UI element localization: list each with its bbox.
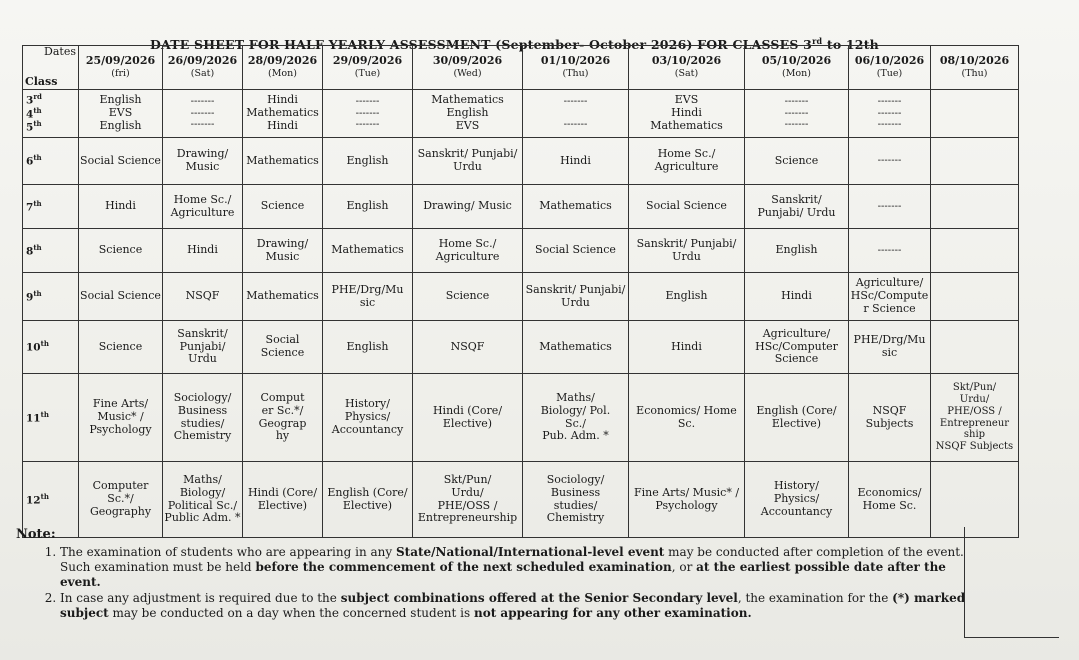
class-number-text: 10 — [26, 341, 41, 354]
subject-cell: Mathematics — [523, 321, 629, 374]
exam-date: 03/10/2026 — [651, 54, 722, 68]
note-emphasis: subject combinations offered at the Senior Secondary level — [340, 591, 738, 606]
subject-cell: English (Core/ Elective) — [323, 462, 413, 538]
class-suffix: th — [40, 339, 49, 349]
right-box-border — [964, 527, 1059, 638]
exam-day: (Thu) — [961, 68, 988, 80]
subject-cell: Sanskrit/ Punjabi/ Urdu — [523, 273, 629, 321]
class-number-text: 6 — [26, 155, 34, 168]
date-sheet-table — [22, 45, 1019, 538]
subject-cell: Mathematics English EVS — [413, 90, 523, 138]
note-item — [60, 591, 966, 621]
subject-cell: Fine Arts/ Music* / Psychology — [79, 374, 163, 462]
notes-section — [16, 527, 966, 622]
subject-cell: Science — [79, 321, 163, 374]
subject-cell: Economics/ Home Sc. — [849, 462, 931, 538]
subject-cell: Mathematics — [523, 185, 629, 229]
subject-cell: EVS Hindi Mathematics — [629, 90, 745, 138]
class-number — [26, 154, 77, 168]
subject-cell: NSQF Subjects — [849, 374, 931, 462]
subject-cell: Social Science — [79, 273, 163, 321]
subject-cell: Sanskrit/ Punjabi/ Urdu — [745, 185, 849, 229]
subject-cell: Sanskrit/ Punjabi/ Urdu — [163, 321, 243, 374]
subject-cell: ------- — [849, 229, 931, 273]
class-number — [26, 493, 77, 507]
class-number — [26, 244, 77, 258]
subject-cell: ------- ------- ------- — [323, 90, 413, 138]
class-suffix: th — [33, 153, 42, 163]
subject-cell: ------- — [849, 185, 931, 229]
subject-cell: ------- ------- — [523, 90, 629, 138]
subject-cell: English — [323, 185, 413, 229]
class-suffix: th — [33, 242, 42, 252]
subject-cell: Hindi — [523, 138, 629, 185]
subject-cell: ------- ------- ------- — [745, 90, 849, 138]
note-text: In case any adjustment is required due to the — [60, 591, 341, 606]
subject-cell — [931, 273, 1019, 321]
exam-date: 05/10/2026 — [761, 54, 832, 68]
subject-cell: Social Science — [243, 321, 323, 374]
subject-cell: Fine Arts/ Music* / Psychology — [629, 462, 745, 538]
note-text: , the examination for the — [737, 591, 893, 606]
subject-cell: Sociology/ Business studies/ Chemistry — [163, 374, 243, 462]
subject-cell: Comput er Sc.*/ Geograp hy — [243, 374, 323, 462]
class-suffix: rd — [33, 91, 42, 101]
exam-date: 06/10/2026 — [854, 54, 925, 68]
exam-day: (Tue) — [354, 68, 381, 80]
date-header-2 — [163, 46, 243, 90]
subject-cell: Maths/ Biology/ Political Sc./ Public Adm. * — [163, 462, 243, 538]
subject-cell: ------- — [849, 138, 931, 185]
subject-cell: Hindi (Core/ Elective) — [243, 462, 323, 538]
subject-cell: History/ Physics/ Accountancy — [323, 374, 413, 462]
date-header-3 — [243, 46, 323, 90]
class-number-text: 11 — [26, 412, 41, 425]
class-suffix: th — [33, 198, 42, 208]
class-row — [23, 229, 1019, 273]
subject-cell: Hindi — [745, 273, 849, 321]
subject-cell: Science — [79, 229, 163, 273]
subject-cell: Mathematics — [243, 273, 323, 321]
note-emphasis: State/National/International-level event — [395, 545, 665, 560]
class-number — [26, 340, 77, 354]
note-emphasis: before the commencement of the next scheduled examination — [255, 560, 672, 575]
class-number — [26, 411, 77, 425]
class-suffix: th — [40, 491, 49, 501]
note-text: may be conducted on a day when the concerned student is — [108, 606, 474, 621]
subject-cell: Home Sc./ Agriculture — [413, 229, 523, 273]
subject-cell: Hindi — [163, 229, 243, 273]
note-item — [60, 545, 966, 590]
class-number — [26, 107, 77, 121]
subject-cell: ------- ------- ------- — [163, 90, 243, 138]
class-number-text: 8 — [26, 245, 34, 258]
class-label-cell — [23, 90, 79, 138]
subject-cell: Maths/ Biology/ Pol. Sc./ Pub. Adm. * — [523, 374, 629, 462]
subject-cell: Mathematics — [323, 229, 413, 273]
class-row — [23, 321, 1019, 374]
subject-cell: Hindi Mathematics Hindi — [243, 90, 323, 138]
exam-date: 30/09/2026 — [432, 54, 503, 68]
subject-cell: Social Science — [629, 185, 745, 229]
subject-cell: History/ Physics/ Accountancy — [745, 462, 849, 538]
subject-cell: Science — [243, 185, 323, 229]
date-header-5 — [413, 46, 523, 90]
subject-cell: Skt/Pun/ Urdu/ PHE/OSS / Entrepreneur ship NSQF Subjects — [931, 374, 1019, 462]
subject-cell — [931, 138, 1019, 185]
class-number — [26, 93, 77, 107]
date-header-1 — [79, 46, 163, 90]
class-row — [23, 374, 1019, 462]
subject-cell — [931, 229, 1019, 273]
note-text: , or — [671, 560, 697, 575]
note-emphasis: at the earliest possible date after the event. — [60, 560, 946, 590]
notes-list — [16, 545, 966, 621]
subject-cell: Skt/Pun/ Urdu/ PHE/OSS / Entrepreneurship — [413, 462, 523, 538]
subject-cell: Drawing/ Music — [163, 138, 243, 185]
subject-cell: Science — [745, 138, 849, 185]
subject-cell: English (Core/ Elective) — [745, 374, 849, 462]
note-emphasis: (*) marked subject — [60, 591, 966, 621]
subject-cell: Hindi (Core/ Elective) — [413, 374, 523, 462]
exam-day: (Sat) — [674, 68, 699, 80]
class-suffix: th — [33, 288, 42, 298]
subject-cell: Sociology/ Business studies/ Chemistry — [523, 462, 629, 538]
exam-date: 28/09/2026 — [247, 54, 318, 68]
subject-cell: English — [323, 321, 413, 374]
dates-class-corner — [23, 46, 79, 90]
class-label-cell — [23, 138, 79, 185]
class-label-cell — [23, 273, 79, 321]
class-number-text: 4 — [26, 108, 34, 121]
subject-cell — [931, 90, 1019, 138]
class-suffix: th — [33, 105, 42, 115]
class-label-cell — [23, 185, 79, 229]
header-row — [23, 46, 1019, 90]
date-header-6 — [523, 46, 629, 90]
class-number-text: 7 — [26, 201, 34, 214]
class-row — [23, 273, 1019, 321]
date-header-7 — [629, 46, 745, 90]
date-header-9 — [849, 46, 931, 90]
date-header-8 — [745, 46, 849, 90]
exam-day: (Thu) — [562, 68, 589, 80]
subject-cell: PHE/Drg/Mu sic — [323, 273, 413, 321]
subject-cell: Social Science — [523, 229, 629, 273]
subject-cell: English EVS English — [79, 90, 163, 138]
note-emphasis: not appearing for any other examination. — [473, 606, 752, 621]
class-row — [23, 138, 1019, 185]
class-suffix: th — [33, 119, 42, 129]
page-title: DATE SHEET FOR HALF YEARLY ASSESSMENT (September- October 2026) FOR CLASSES 3rd to 12th — [150, 36, 879, 53]
class-number-text: 12 — [26, 494, 41, 507]
subject-cell: NSQF — [163, 273, 243, 321]
class-label-cell — [23, 321, 79, 374]
note-text: The examination of students who are appearing in any — [60, 545, 396, 560]
date-header-10 — [931, 46, 1019, 90]
subject-cell: Drawing/ Music — [243, 229, 323, 273]
subject-cell: Sanskrit/ Punjabi/ Urdu — [413, 138, 523, 185]
subject-cell — [931, 185, 1019, 229]
class-suffix: th — [40, 409, 49, 419]
subject-cell: English — [323, 138, 413, 185]
subject-cell: PHE/Drg/Mu sic — [849, 321, 931, 374]
class-label: Class — [25, 75, 58, 89]
exam-day: (Tue) — [876, 68, 903, 80]
exam-date: 25/09/2026 — [85, 54, 156, 68]
class-label-cell — [23, 374, 79, 462]
class-number-text: 9 — [26, 291, 34, 304]
subject-cell: English — [629, 273, 745, 321]
exam-day: (Wed) — [453, 68, 482, 80]
exam-date: 01/10/2026 — [540, 54, 611, 68]
class-number — [26, 290, 77, 304]
subject-cell: English — [745, 229, 849, 273]
subject-cell: Agriculture/ HSc/Compute r Science — [849, 273, 931, 321]
class-number — [26, 120, 77, 134]
subject-cell: Social Science — [79, 138, 163, 185]
subject-cell: Economics/ Home Sc. — [629, 374, 745, 462]
class-number — [26, 200, 77, 214]
subject-cell: Sanskrit/ Punjabi/ Urdu — [629, 229, 745, 273]
class-number-text: 5 — [26, 121, 34, 134]
exam-date: 29/09/2026 — [332, 54, 403, 68]
exam-date: 08/10/2026 — [939, 54, 1010, 68]
subject-cell: Home Sc./ Agriculture — [629, 138, 745, 185]
subject-cell — [931, 321, 1019, 374]
class-number-text: 3 — [26, 94, 34, 107]
note-text: may be conducted after completion of the event. Such examination must be held — [60, 545, 964, 575]
class-label-cell — [23, 229, 79, 273]
subject-cell: NSQF — [413, 321, 523, 374]
exam-day: (Mon) — [268, 68, 297, 80]
notes-heading: Note: — [16, 527, 56, 542]
exam-day: (fri) — [111, 68, 130, 80]
subject-cell: Science — [413, 273, 523, 321]
dates-label: Dates — [44, 45, 76, 58]
subject-cell: Mathematics — [243, 138, 323, 185]
exam-day: (Sat) — [190, 68, 215, 80]
date-header-4 — [323, 46, 413, 90]
subject-cell: Computer Sc.*/ Geography — [79, 462, 163, 538]
subject-cell: Hindi — [79, 185, 163, 229]
subject-cell: ------- ------- ------- — [849, 90, 931, 138]
exam-day: (Mon) — [782, 68, 811, 80]
subject-cell: Drawing/ Music — [413, 185, 523, 229]
subject-cell: Home Sc./ Agriculture — [163, 185, 243, 229]
class-row — [23, 185, 1019, 229]
class-row — [23, 90, 1019, 138]
exam-date: 26/09/2026 — [167, 54, 238, 68]
subject-cell: Hindi — [629, 321, 745, 374]
subject-cell: Agriculture/ HSc/Computer Science — [745, 321, 849, 374]
